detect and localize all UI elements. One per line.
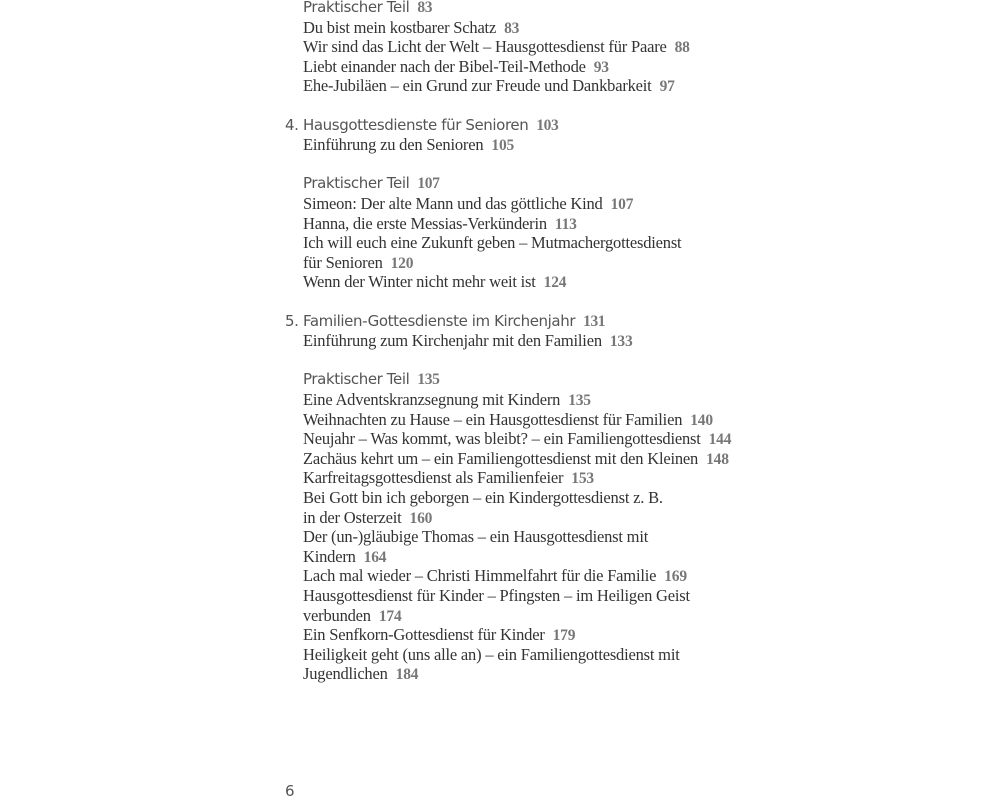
- toc-entry: [303, 214, 577, 234]
- toc-entry: [303, 272, 566, 292]
- toc-entry: [303, 233, 681, 253]
- page-ref: 83: [504, 19, 520, 37]
- toc-entry-continuation-text: für Senioren: [303, 252, 383, 272]
- toc-entry-continuation: [303, 664, 418, 684]
- page-ref: 107: [610, 196, 634, 213]
- toc-entry-text: Neujahr – Was kommt, was bleibt? – ein Familiengottesdienst: [303, 429, 701, 449]
- toc-entry-text: Du bist mein kostbarer Schatz: [303, 17, 497, 37]
- toc-entry: [303, 194, 633, 214]
- toc-entry-text: Einführung zu den Senioren: [303, 135, 484, 155]
- section-heading-text: Praktischer Teil: [303, 0, 410, 16]
- page-ref: 140: [690, 411, 713, 429]
- toc-entry-text: Ein Senfkorn-Gottesdienst für Kinder: [303, 625, 545, 645]
- toc-entry: [303, 37, 690, 57]
- toc-entry-text: Ich will euch eine Zukunft geben – Mutmachergottesdienst: [303, 233, 682, 253]
- toc-entry-text: Eine Adventskranzsegnung mit Kindern: [303, 390, 561, 409]
- page-ref: 174: [378, 607, 402, 625]
- toc-entry-text: Karfreitagsgottesdienst als Familienfeier: [303, 468, 564, 488]
- toc-entry-continuation-text: Jugendlichen: [303, 664, 388, 684]
- page-ref: 169: [664, 568, 687, 586]
- page-ref: 107: [417, 175, 440, 193]
- toc-entry-text: Lach mal wieder – Christi Himmelfahrt für die Familie: [303, 566, 657, 586]
- page-ref: 148: [706, 450, 729, 468]
- chapter-title-text: Familien-Gottesdienste im Kirchenjahr: [303, 311, 576, 330]
- page-ref: 131: [583, 312, 606, 330]
- toc-entry: [303, 18, 519, 38]
- toc-entry-text: Weihnachten zu Hause – ein Hausgottesdienst für Familien: [303, 409, 683, 429]
- toc-entry-continuation: [303, 253, 413, 273]
- toc-entry: [303, 566, 687, 586]
- toc-entry: [303, 645, 680, 665]
- toc-entry: [303, 527, 648, 547]
- section-heading-text: Praktischer Teil: [303, 174, 410, 193]
- section-heading-text: Praktischer Teil: [303, 370, 410, 389]
- page-ref: 120: [390, 254, 414, 272]
- page-ref: 135: [417, 371, 440, 389]
- toc-entry: [303, 390, 591, 410]
- toc-entry-text: Der (un-)gläubige Thomas – ein Hausgottesdienst mit: [303, 527, 649, 547]
- page-ref: 113: [554, 215, 577, 233]
- toc-entry-text: Ehe-Jubiläen – ein Grund zur Freude und Dankbarkeit: [303, 76, 652, 96]
- page-ref: 164: [363, 548, 387, 566]
- section-heading: [303, 174, 439, 193]
- toc-entry-continuation: [303, 606, 402, 626]
- toc-entry: [303, 429, 731, 449]
- toc-entry-continuation: [303, 547, 386, 567]
- page-ref: 133: [609, 333, 633, 351]
- page-ref: 179: [552, 627, 576, 645]
- toc-entry: [303, 76, 675, 96]
- toc-entry: [303, 57, 609, 77]
- toc-entry-text: Simeon: Der alte Mann und das göttliche Kind: [303, 194, 603, 213]
- page-ref: 93: [593, 58, 609, 76]
- toc-entry: [303, 625, 575, 645]
- toc-entry-text: Hausgottesdienst für Kinder – Pfingsten – im Heiligen Geist: [303, 586, 690, 605]
- page-ref: 88: [674, 39, 690, 57]
- toc-entry-text: Zachäus kehrt um – ein Familiengottesdienst mit den Kleinen: [303, 448, 699, 468]
- toc-entry-text: Bei Gott bin ich geborgen – ein Kindergottesdienst z. B.: [303, 488, 663, 507]
- toc-entry: [303, 586, 690, 606]
- toc-entry: [303, 468, 594, 488]
- chapter-number: 4.: [285, 115, 299, 134]
- toc-entry-text: Liebt einander nach der Bibel-Teil-Methode: [303, 56, 586, 76]
- toc-entry: [303, 135, 514, 155]
- toc-entry-text: Heiligkeit geht (uns alle an) – ein Familiengottesdienst mit: [303, 644, 680, 664]
- toc-entry: [303, 331, 633, 351]
- toc-entry: [303, 449, 729, 469]
- chapter-title: [303, 312, 605, 331]
- page-ref: 135: [568, 392, 591, 409]
- toc-entry-continuation: [303, 508, 432, 528]
- toc-entry: [303, 410, 713, 430]
- section-heading: [303, 0, 432, 17]
- toc-entry-continuation-text: Kindern: [303, 546, 356, 566]
- toc-entry: [303, 488, 663, 508]
- page-ref: 124: [543, 274, 567, 292]
- toc-entry-text: Wenn der Winter nicht mehr weit ist: [303, 272, 536, 292]
- page-number: 6: [285, 782, 295, 800]
- page-ref: 153: [571, 470, 594, 488]
- page-ref: 184: [395, 666, 419, 684]
- toc-entry-continuation-text: in der Osterzeit: [303, 507, 402, 527]
- toc-entry-text: Wir sind das Licht der Welt – Hausgottesdienst für Paare: [303, 37, 667, 57]
- page-ref: 105: [491, 137, 515, 155]
- toc-entry-text: Hanna, die erste Messias-Verkünderin: [303, 213, 547, 233]
- page-ref: 103: [536, 116, 559, 134]
- chapter-number: 5.: [285, 311, 299, 330]
- page-ref: 83: [417, 0, 433, 16]
- section-heading: [303, 370, 439, 389]
- page-ref: 144: [708, 431, 732, 449]
- chapter-title: [303, 116, 558, 135]
- page-ref: 97: [659, 78, 675, 96]
- page-ref: 160: [409, 509, 433, 527]
- toc-entry-continuation-text: verbunden: [303, 605, 371, 625]
- chapter-title-text: Hausgottesdienste für Senioren: [303, 115, 529, 134]
- toc-entry-text: Einführung zum Kirchenjahr mit den Familien: [303, 331, 602, 351]
